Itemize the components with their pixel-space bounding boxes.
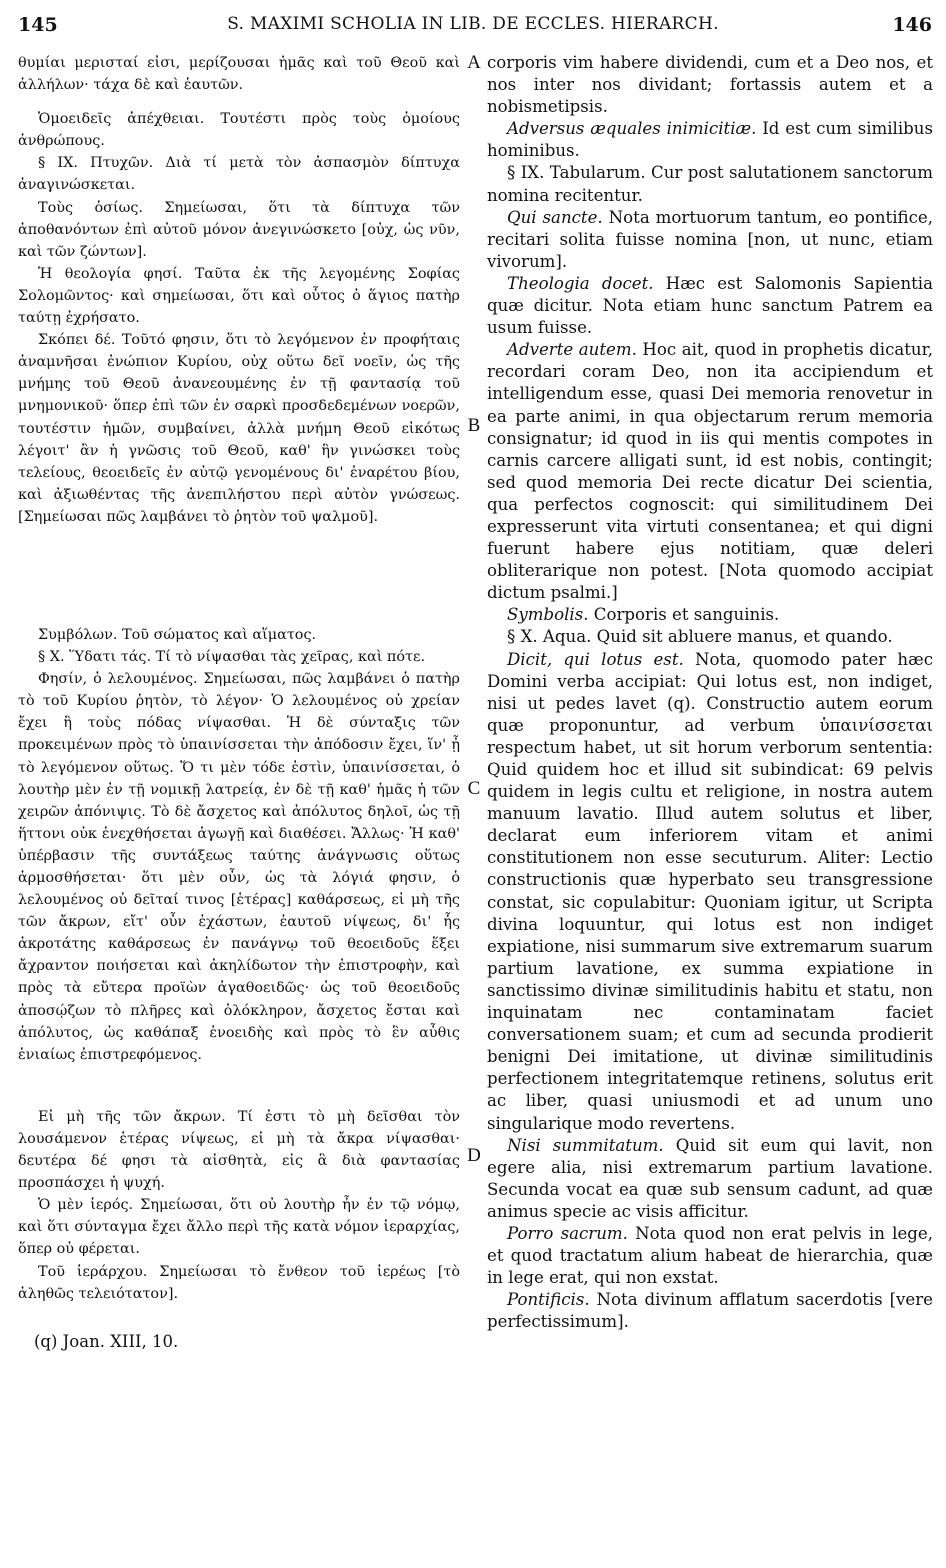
latin-paragraph [487, 207, 933, 273]
greek-paragraph: Συμβόλων. Τοῦ σώματος καὶ αἵματος. [38, 626, 317, 643]
latin-lemma: Qui sancte. [507, 207, 603, 227]
latin-paragraph [487, 162, 933, 206]
greek-column [18, 52, 460, 1353]
latin-paragraph [487, 649, 933, 1135]
margin-marker-c: C [467, 778, 481, 799]
latin-paragraph [487, 118, 933, 162]
latin-column [487, 52, 933, 1333]
greek-paragraph: Φησίν, ὁ λελουμένος. Σημείωσαι, πῶς λαμβάνει ὁ πατὴρ τὸ τοῦ Κυρίου ῥητὸν, τὸ λέγον· Ὁ λελουμένος οὐ χρείαν ἔχει ἢ τοὺς πόδας νίψασθαι. Ἡ δὲ σύνταξις τῶν προκειμένων πρὸς τὸ ὑπαινίσσεται τὴν ἀπόδοσιν ἔχει, ἵν' ᾖ τὸ λεγόμενον οὕτως. Ὅ τι μὲν τόδε ἐστὶν, ὑπαινίσσεται, ὁ λουτὴρ μὲν ἐν τῇ νομικῇ λατρείᾳ, ἐν δὲ τῇ καθ' ἡμᾶς ἡ τῶν χειρῶν ἀπόνιψις. Τὸ δὲ ἄσχετος καὶ ἀπόλυτος δηλοῖ, ὡς τῇ ἥττονι οὐκ ἐνεχθήσεται ἀγωγῇ καὶ διαθέσει. Ἄλλως· Ἡ καθ' ὑπέρβασιν τῆς συντάξεως ταύτης ἀνάγνωσις οὕτως ἁρμοσθήσεται· ὅτι μὲν οὖν, ὡς τὰ λόγιά φησιν, ὁ λελουμένος οὐ δεῖταί τινος [ἑτέρας] καθάρσεως, εἰ μὴ τῆς τῶν ἄκρων, εἴτ' οὖν ἐχάστων, ἑαυτοῦ νίψεως, δι' ἧς ἀκροτάτης καθάρσεως ἐν πανάγνῳ τοῦ θεοειδοῦς ἕξει ἄχραντον ποιήσεται καὶ ἀκηλίδωτον τὴν ἐπιστροφὴν, καὶ πρὸς τὰ εὔτερα προϊὼν ἀγαθοειδῶς· ὡς τοῦ θεοειδοῦς ἀποσῴζων τὸ πλῆρες καὶ ὁλόκληρον, ἄσχετος ἔσται καὶ ἀπόλυτος, ὡς καθάπαξ ἑνοειδὴς καὶ πρὸς τὸ ἓν αὖθις ἑνιαίως ἐπιστρεφόμενος. [18, 671, 460, 1063]
latin-lemma: Adversus æquales inimicitiæ. [507, 119, 757, 139]
left-page-number: 145 [18, 14, 58, 36]
latin-lemma: Pontificis. [507, 1290, 590, 1310]
latin-text: corporis vim habere dividendi, cum et a Deo nos, et nos inter nos dividant; fortassis autem et a nobismetipsis. [487, 53, 933, 117]
latin-lemma: Porro sacrum. [507, 1223, 628, 1243]
greek-paragraph: § IX. Πτυχῶν. Διὰ τί μετὰ τὸν ἀσπασμὸν δίπτυχα ἀναγινώσκεται. [18, 155, 460, 194]
latin-text: § X. Aqua. Quid sit abluere manus, et quando. [507, 627, 893, 647]
latin-paragraph [487, 604, 933, 626]
latin-paragraph [487, 52, 933, 118]
greek-paragraph: Τοὺς ὁσίως. Σημείωσαι, ὅτι τὰ δίπτυχα τῶν ἀποθανόντων ἐπὶ αὐτοῦ μόνον ἀνεγινώσκετο [οὐχ, ὡς νῦν, καὶ τῶν ζώντων]. [18, 199, 460, 260]
margin-marker-d: D [467, 1145, 481, 1166]
latin-paragraph [487, 1135, 933, 1223]
latin-text: Nota divinum afflatum sacerdotis [vere perfectissimum]. [487, 1290, 933, 1332]
greek-paragraph: Τοῦ ἱεράρχου. Σημείωσαι τὸ ἔνθεον τοῦ ἱερέως [τὸ ἀληθῶς τελειότατον]. [18, 1263, 460, 1302]
greek-paragraph: Ὁ μὲν ἱερός. Σημείωσαι, ὅτι οὐ λουτὴρ ἦν ἐν τῷ νόμῳ, καὶ ὅτι σύνταγμα ἔχει ἄλλο περὶ τῆς κατὰ νόμον ἱεραρχίας, ὅπερ οὐ φέρεται. [18, 1197, 460, 1258]
latin-lemma: Adverte autem. [507, 340, 637, 360]
latin-paragraph [487, 339, 933, 604]
right-page-number: 146 [892, 14, 932, 36]
page-header [0, 14, 946, 44]
latin-text: Quid sit eum qui lavit, non egere alia, nisi extremarum partium lavatione. Secunda vocat ea quæ sub sensum cadunt, ad quæ animus specie ac visis afficitur. [487, 1135, 933, 1221]
greek-paragraph: θυμίαι μερισταί εἰσι, μερίζουσαι ἡμᾶς καὶ τοῦ Θεοῦ καὶ ἀλλήλων· τάχα δὲ καὶ ἑαυτῶν. [18, 55, 460, 94]
latin-text: Hoc ait, quod in prophetis dicatur, recordari coram Deo, non ita accipiendum et intelligendum esse, quasi Dei memoria renovetur in ea parte animi, in qua objectarum rerum memoria consignatur; id quod in iis qui mentis compotes in carnis carcere alligati sunt, id est nobis, contingit; sed quod memoria Dei recte dicatur Dei scientia, qua perfectos cognoscit: qui similitudinem Dei expresserunt vita virtuti consentanea; et qui digni fuerunt habere ejus notitiam, quæ deleri obliterarique non potest. [Nota quomodo accipiat dictum psalmi.] [487, 340, 934, 603]
greek-paragraph: Σκόπει δέ. Τοῦτό φησιν, ὅτι τὸ λεγόμενον ἐν προφήταις ἀναμνῆσαι ἐνώπιον Κυρίου, οὐχ οὕτω δεῖ νοεῖν, ὡς τῆς μνήμης τοῦ Θεοῦ ἀνανεουμένης ἐν τῇ φαντασίᾳ τοῦ μνημονικοῦ· ὅπερ ἐπὶ τῶν ἐν σαρκὶ προσδεδεμένων νοερῶν, τουτέστιν ἡμῶν, συμβαίνει, ἀλλὰ μνήμη Θεοῦ εἰκότως λέγοιτ' ἂν ἡ γνῶσις τοῦ Θεοῦ, καθ' ἣν γινώσκει τοὺς τελείους, θεοειδεῖς ἐν αὐτῷ γενομένους δι' ἐναρέτου βίου, καὶ ἀξιωθέντας τῆς ἀνεπιλήστου περὶ αὐτὸν γνώσεως. [Σημείωσαι πῶς λαμβάνει τὸ ῥητὸν τοῦ ψαλμοῦ]. [18, 332, 460, 525]
latin-paragraph [487, 1223, 933, 1289]
greek-paragraph: Εἰ μὴ τῆς τῶν ἄκρων. Τί ἐστι τὸ μὴ δεῖσθαι τὸν λουσάμενον ἑτέρας νίψεως, εἰ μὴ τὰ ἄκρα νίψασθαι· δευτέρα δέ φησι τὰ αἰσθητὰ, εἰς ἃ διὰ φαντασίας προσπάσχει ἡ ψυχή. [18, 1108, 460, 1192]
running-title: S. MAXIMI SCHOLIA IN LIB. DE ECCLES. HIERARCH. [227, 14, 719, 34]
latin-text: Nota mortuorum tantum, eo pontifice, recitari solita fuisse nomina [non, ut nunc, etiam vivorum]. [487, 207, 933, 271]
latin-lemma: Dicit, qui lotus est. [507, 649, 684, 669]
latin-paragraph [487, 626, 933, 648]
latin-paragraph [487, 1289, 933, 1333]
greek-paragraph: Ὁμοειδεῖς ἀπέχθειαι. Τουτέστι πρὸς τοὺς ὁμοίους ἀνθρώπους. [18, 111, 460, 150]
latin-text: Id est cum similibus hominibus. [487, 119, 933, 161]
latin-lemma: Nisi summitatum. [507, 1135, 664, 1155]
footnote: (q) Joan. XIII, 10. [34, 1331, 179, 1351]
latin-paragraph [487, 273, 933, 339]
greek-paragraph: Ἡ θεολογία φησί. Ταῦτα ἐκ τῆς λεγομένης Σοφίας Σολομῶντος· καὶ σημείωσαι, ὅτι καὶ οὗτος ὁ ἅγιος πατὴρ ταύτῃ ἐχρήσατο. [18, 265, 460, 327]
latin-text: § IX. Tabularum. Cur post salutationem sanctorum nomina recitentur. [487, 163, 933, 205]
greek-paragraph: § X. Ὕδατι τάς. Τί τὸ νίψασθαι τὰς χεῖρας, καὶ πότε. [38, 649, 426, 666]
latin-text: Nota quod non erat pelvis in lege, et quod tractatum alium habeat de hierarchia, quæ in lege erat, qui non exstat. [487, 1223, 933, 1288]
margin-marker-b: B [467, 415, 481, 436]
latin-lemma: Theologia docet. [507, 273, 654, 293]
latin-text: Corporis et sanguinis. [588, 605, 780, 625]
latin-lemma: Symbolis. [507, 605, 589, 625]
latin-text: Nota, quomodo pater hæc Domini verba accipiat: Qui lotus est, non indiget, nisi ut pedes lavet (q). Constructio autem eorum quæ proponuntur, ad verbum ὑπαινίσσεται respectum habet, ut sit horum verborum sententia: Quid quidem hoc et illud sit subindicat: 69 pelvis quidem in legis cultu et religione, in nostra autem manuum lavatio. Illud autem solutus et liber, declarat eum inferiorem vitam et animi constitutionem non esse secuturum. Aliter: Lectio constructionis quæ hyperbato seu transgressione constat, sic copulabitur: Quoniam igitur, ut Scripta divina loquuntur, qui lotus est non indiget expiatione, nisi summarum sive extremarum suarum partium lavatione, ex summa expiatione in sanctissimo divinæ similitudinis habitu et statu, non inquinatam nec contaminatam faciet conversationem suam; et cum ad secunda prodierit benigni Dei imitatione, ut divinæ similitudinis perfectionem integritatemque retinens, solutus erit ac liber, quasi uniusmodi et ad unum uno singularique modo revertens. [487, 649, 933, 1133]
margin-marker-a: A [467, 52, 481, 73]
latin-text: Hæc est Salomonis Sapientia quæ dicitur. Nota etiam hunc sanctum Patrem ea usum fuisse. [487, 273, 933, 338]
